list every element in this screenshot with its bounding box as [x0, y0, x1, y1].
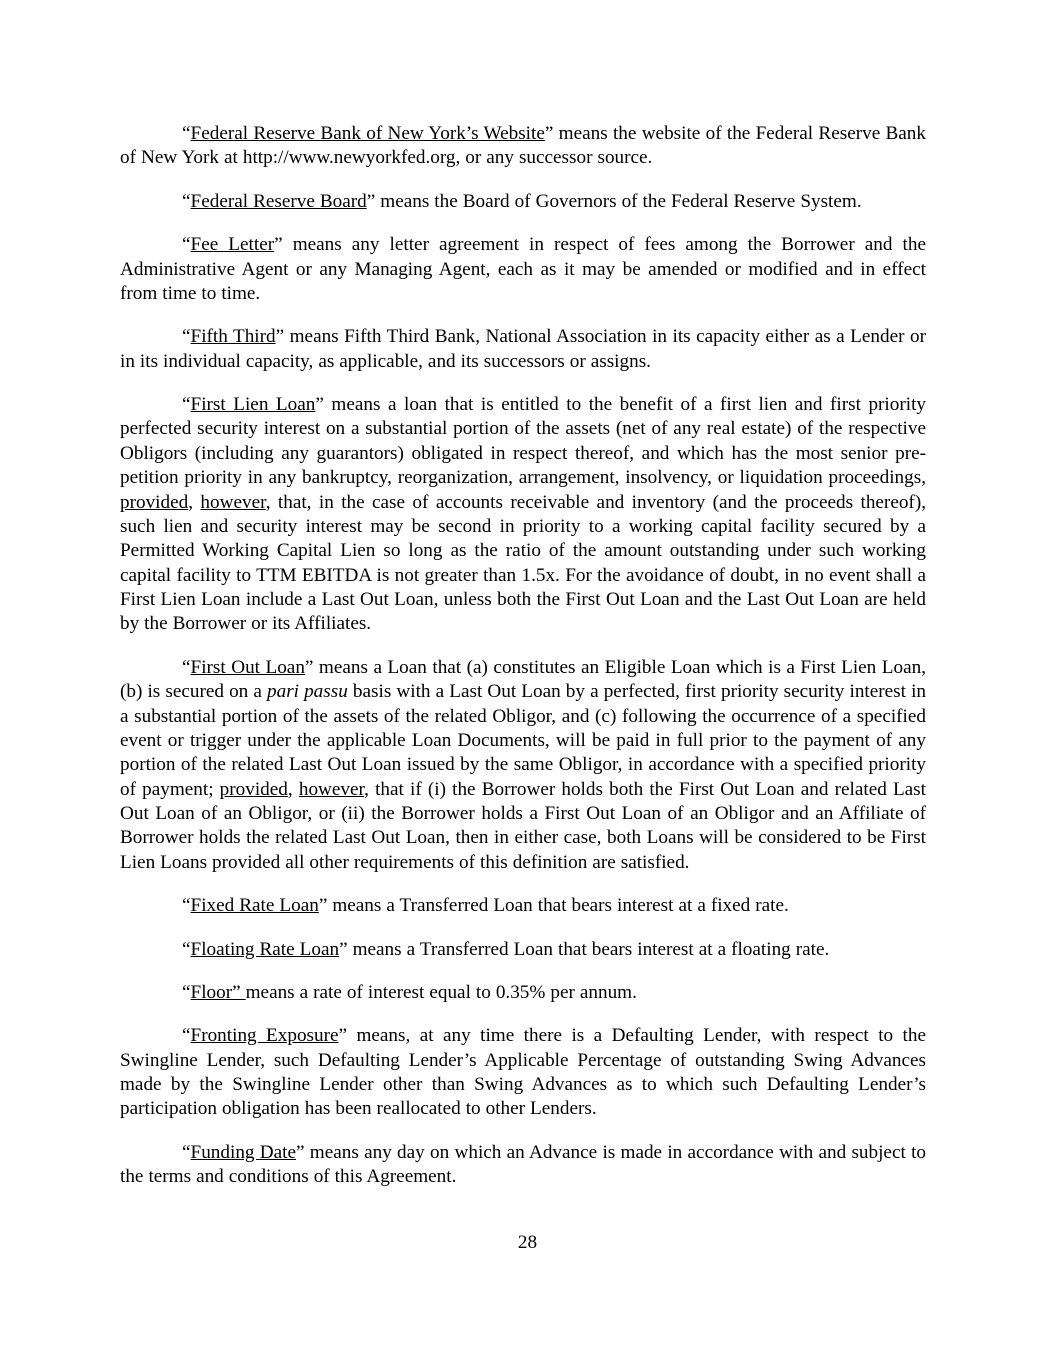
body-text: “	[182, 1141, 191, 1163]
definition-paragraph	[120, 938, 926, 962]
italic-text: pari passu	[267, 681, 348, 703]
definition-paragraph	[120, 325, 926, 374]
page-number: 28	[517, 1232, 538, 1253]
body-text: ” means any day on which an Advance is made in accordance with and subject to the terms and conditions of this Agreement.	[120, 1141, 926, 1188]
body-text: , that if (i) the Borrower holds both the First Out Loan and related Last Out Loan of an Obligor, or (ii) the Borrower holds a First Out Loan of an Obligor and an Affiliate of Borrower holds the related Last Out Loan, then in either case, both Loans will be considered to be First Lien Loans provided all other requirements of this definition are satisfied.	[120, 778, 926, 873]
body-text: ” means, at any time there is a Defaulting Lender, with respect to the Swingline Lender, such Defaulting Lender’s Applicable Percentage of outstanding Swing Advances made by the Swingline Lender other than Swing Advances as to which such Defaulting Lender’s participation obligation has been reallocated to other Lenders.	[120, 1025, 926, 1120]
body-text: ” means a Transferred Loan that bears interest at a floating rate.	[339, 938, 830, 960]
body-text: ” means Fifth Third Bank, National Association in its capacity either as a Lender or in its individual capacity, as applicable, and its successors or assigns.	[120, 326, 926, 372]
defined-term: Fronting Exposure	[190, 1025, 339, 1047]
definition-paragraph	[120, 1024, 926, 1122]
underlined-text: provided	[219, 778, 288, 800]
body-text: ,	[287, 778, 299, 800]
definition-paragraph	[120, 981, 926, 1005]
underlined-text: however	[200, 491, 266, 513]
definition-paragraph	[120, 393, 926, 637]
defined-term: Funding Date	[190, 1141, 296, 1163]
body-text: ” means the Board of Governors of the Federal Reserve System.	[366, 190, 862, 212]
defined-term: Fixed Rate Loan	[190, 895, 319, 917]
definition-paragraph	[120, 190, 926, 214]
defined-term: Fee Letter	[190, 234, 275, 256]
body-text: , that, in the case of accounts receivable and inventory (and the proceeds thereof), such lien and security interest may be second in priority to a working capital facility secured by a Permitted Working Capital Lien so long as the ratio of the amount outstanding under such working capital facility to TTM EBITDA is not greater than 1.5x. For the avoidance of doubt, in no event shall a First Lien Loan include a Last Out Loan, unless both the First Out Loan and the Last Out Loan are held by the Borrower or its Affiliates.	[120, 491, 927, 635]
defined-term: Floor”	[190, 981, 246, 1003]
body-text: ” means a Transferred Loan that bears interest at a fixed rate.	[318, 895, 789, 917]
defined-term: Fifth Third	[190, 326, 276, 348]
body-text: “	[182, 938, 191, 960]
body-text: “	[182, 981, 191, 1003]
body-text: ” means a loan that is entitled to the benefit of a first lien and first priority perfected security interest on a substantial portion of the assets (net of any real estate) of the respective Obligors (including any guarantors) obligated in respect thereof, and which has the most senior pre-petition priority in any bankruptcy, reorganization, arrangement, insolvency, or liquidation proceedings,	[120, 394, 926, 489]
body-text: “	[182, 123, 191, 144]
body-text: “	[182, 234, 191, 256]
body-text: “	[182, 326, 191, 348]
body-text: ,	[188, 491, 201, 513]
body-text: “	[182, 656, 191, 678]
body-text: “	[182, 190, 191, 212]
definition-paragraph	[120, 656, 926, 875]
body-text: ” means the website of the Federal Reserve Bank of New York at http://www.newyorkfed.org, or any successor source.	[120, 123, 926, 169]
definition-paragraph	[120, 1141, 926, 1190]
defined-term: Floating Rate Loan	[190, 938, 340, 960]
defined-term: Federal Reserve Board	[190, 190, 367, 212]
definition-paragraph	[120, 894, 926, 918]
body-text: “	[182, 1025, 191, 1047]
definition-paragraph	[120, 233, 926, 306]
defined-term: First Lien Loan	[190, 394, 316, 415]
body-text: ” means any letter agreement in respect of fees among the Borrower and the Administrative Agent or any Managing Agent, each as it may be amended or modified and in effect from time to time.	[120, 234, 926, 304]
underlined-text: however	[298, 778, 365, 800]
body-text: “	[182, 394, 191, 415]
document-body	[120, 122, 926, 1190]
definition-paragraph	[120, 122, 926, 171]
body-text: ” means a Loan that (a) constitutes an Eligible Loan which is a First Lien Loan, (b) is secured on a	[120, 656, 926, 703]
defined-term: Federal Reserve Bank of New York’s Website	[190, 123, 545, 144]
body-text: basis with a Last Out Loan by a perfected, first priority security interest in a substantial portion of the assets of the related Obligor, and (c) following the occurrence of a specified event or trigger under the applicable Loan Documents, will be paid in full prior to the payment of any portion of the related Last Out Loan issued by the same Obligor, in accordance with a specified priority of payment;	[120, 681, 926, 800]
body-text: means a rate of interest equal to 0.35% per annum.	[245, 981, 637, 1003]
body-text: “	[182, 895, 191, 917]
defined-term: First Out Loan	[190, 656, 305, 678]
underlined-text: provided	[120, 491, 189, 513]
